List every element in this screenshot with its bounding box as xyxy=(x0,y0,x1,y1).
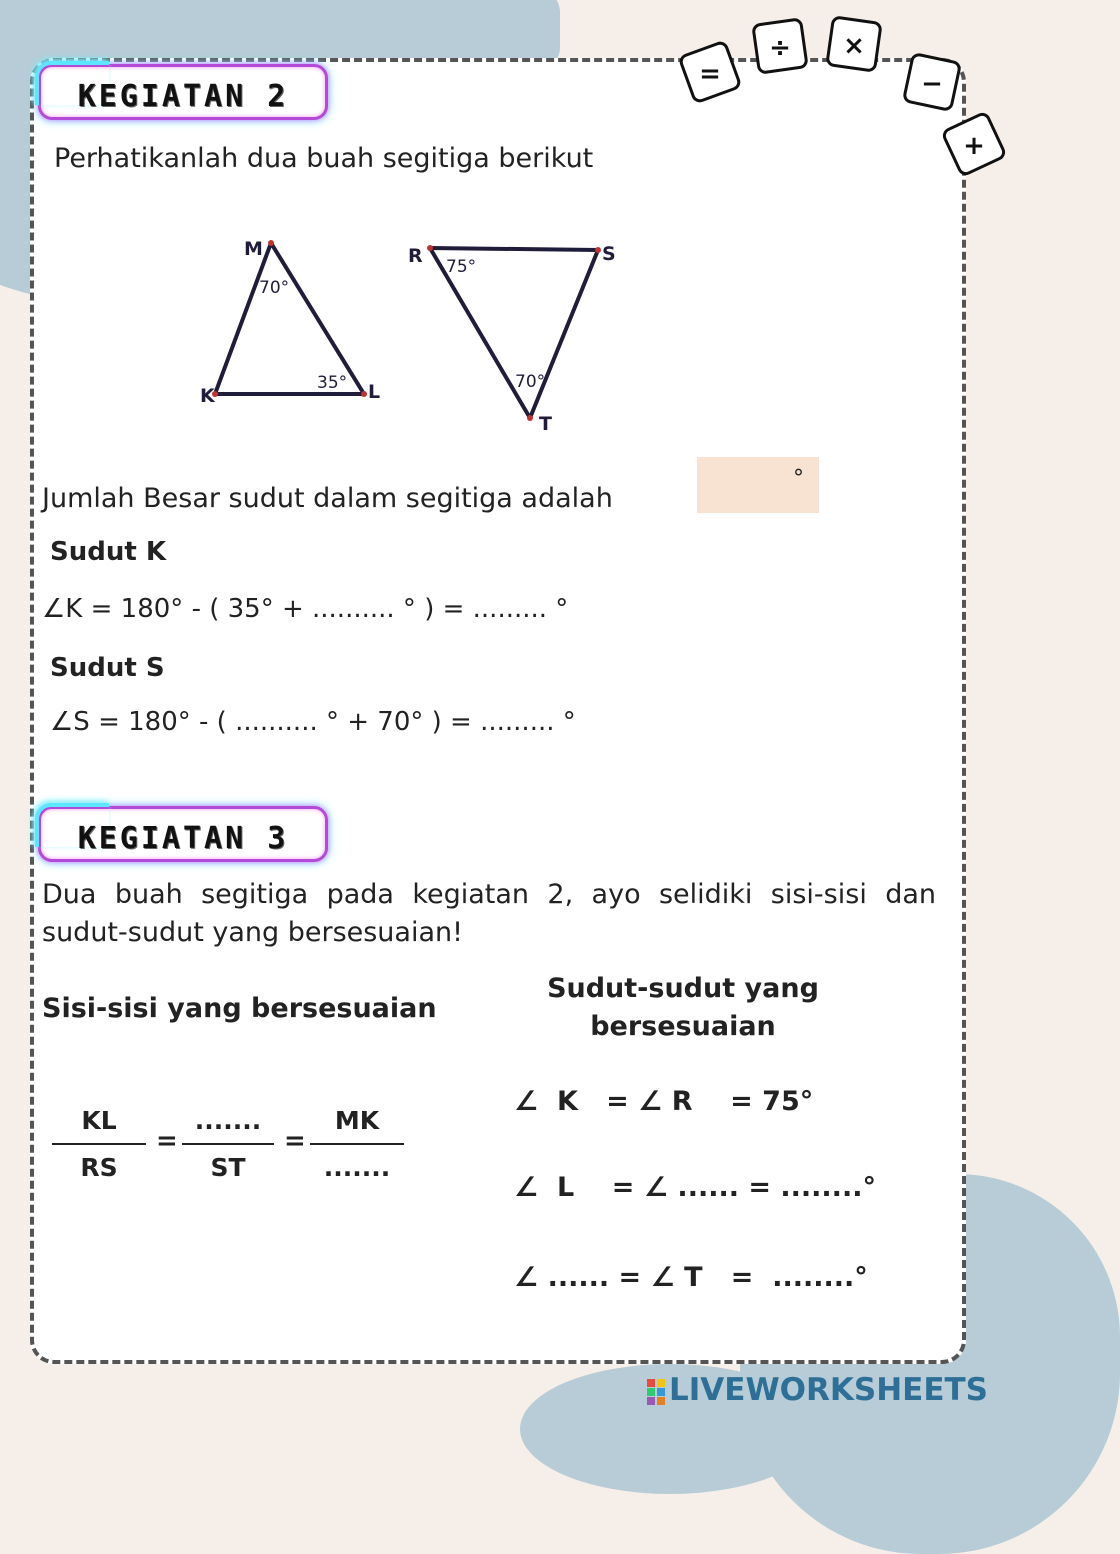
liveworksheets-icon xyxy=(647,1379,665,1405)
logo-text: LIVEWORKSHEETS xyxy=(669,1372,988,1408)
angle-k-formula: ∠K = 180° - ( 35° + .......... ° ) = ......... ° xyxy=(42,594,569,624)
fraction-blank-st xyxy=(182,1106,274,1182)
activity-3-instruction: Dua buah segitiga pada kegiatan 2, ayo selidiki sisi-sisi dan sudut-sudut yang bersesuaian! xyxy=(42,879,936,948)
fraction-numerator: KL xyxy=(81,1106,117,1135)
degree-symbol: ° xyxy=(793,466,804,491)
vertex-label-m: M xyxy=(244,238,263,260)
vertex-label-r: R xyxy=(408,245,423,267)
fraction-numerator-blank[interactable]: ....... xyxy=(194,1106,262,1135)
fraction-kl-rs xyxy=(52,1106,146,1182)
activity-3-badge xyxy=(38,806,328,862)
activity-2-title: KEGIATAN 2 xyxy=(77,79,289,114)
liveworksheets-logo xyxy=(647,1372,988,1408)
fraction-bar xyxy=(52,1143,146,1145)
angle-s-heading: Sudut S xyxy=(50,653,165,683)
angle-label-t: 70° xyxy=(515,372,546,392)
activity-3-title: KEGIATAN 3 xyxy=(77,821,289,856)
vertex-label-s: S xyxy=(602,243,616,265)
vertex-label-k: K xyxy=(200,385,215,407)
fraction-bar xyxy=(310,1143,404,1145)
activity-2-badge xyxy=(38,64,328,120)
svg-text:=: = xyxy=(699,59,721,89)
angle-pair-l[interactable]: ∠ L = ∠ ...... = ........° xyxy=(514,1172,876,1203)
vertex-label-t: T xyxy=(539,413,552,435)
fraction-bar xyxy=(182,1143,274,1145)
angle-label-r: 75° xyxy=(446,257,477,277)
angle-sum-question: Jumlah Besar sudut dalam segitiga adalah xyxy=(42,483,613,514)
angles-heading: Sudut-sudut yang bersesuaian xyxy=(547,973,819,1042)
angle-pair-k-r: ∠ K = ∠ R = 75° xyxy=(514,1086,814,1117)
activity-2-instruction: Perhatikanlah dua buah segitiga berikut xyxy=(54,143,594,174)
math-dice-decoration xyxy=(670,0,1000,200)
triangles-figure xyxy=(190,230,616,440)
fraction-denominator-blank[interactable]: ....... xyxy=(323,1153,391,1182)
svg-text:×: × xyxy=(843,31,865,61)
sides-heading: Sisi-sisi yang bersesuaian xyxy=(42,993,437,1024)
svg-text:+: + xyxy=(963,131,985,161)
fraction-denominator: ST xyxy=(210,1153,246,1182)
fraction-denominator: RS xyxy=(80,1153,118,1182)
fraction-numerator: MK xyxy=(334,1106,380,1135)
angle-pair-t[interactable]: ∠ ...... = ∠ T = ........° xyxy=(514,1262,868,1293)
svg-text:−: − xyxy=(921,69,943,99)
angle-label-l: 35° xyxy=(317,373,348,393)
svg-text:÷: ÷ xyxy=(769,33,791,63)
vertex-label-l: L xyxy=(368,381,381,403)
equals-sign: = xyxy=(284,1126,306,1156)
fraction-mk-blank xyxy=(310,1106,404,1182)
angle-k-heading: Sudut K xyxy=(50,537,166,567)
equals-sign: = xyxy=(156,1126,178,1156)
angle-label-m: 70° xyxy=(259,278,290,298)
angle-s-formula: ∠S = 180° - ( .......... ° + 70° ) = ......... ° xyxy=(50,707,576,737)
